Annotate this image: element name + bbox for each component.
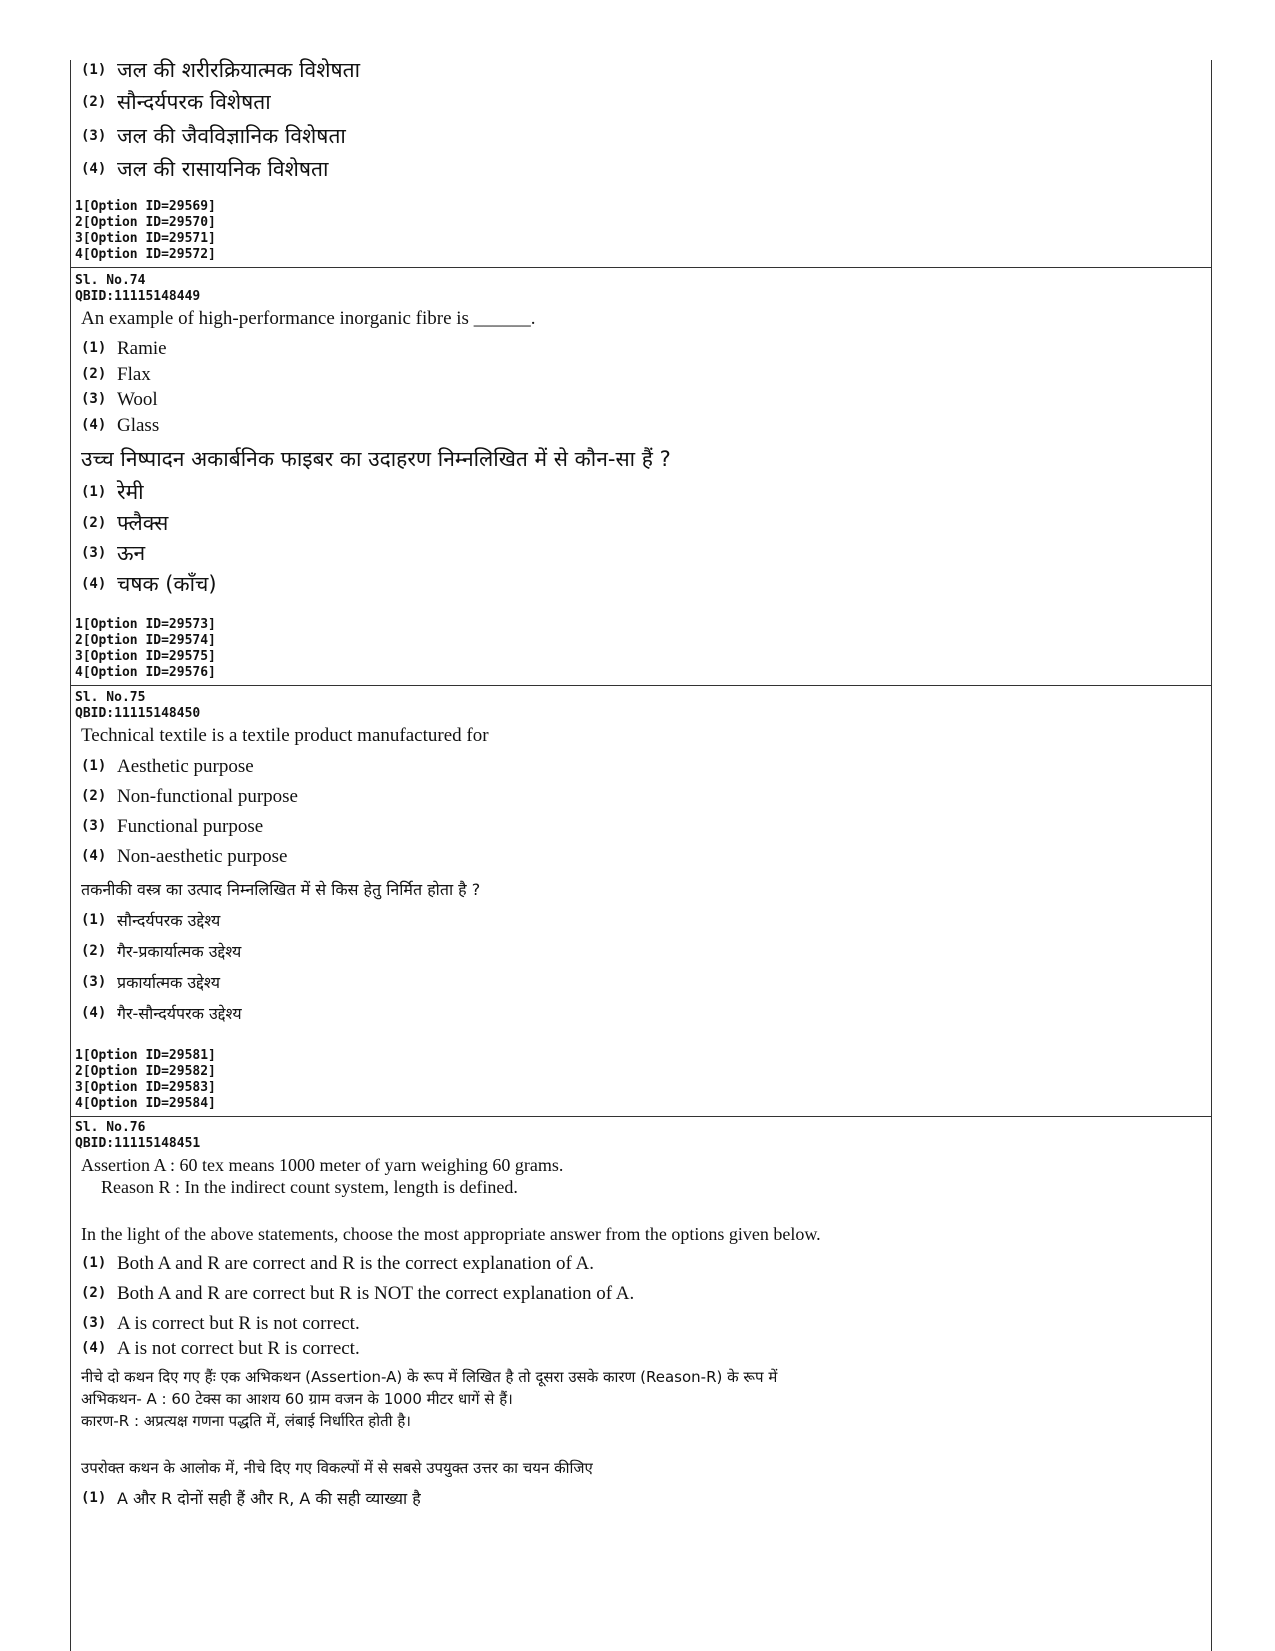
question-text-hi: तकनीकी वस्त्र का उत्पाद निम्नलिखित में से किस हेतु निर्मित होता है ? xyxy=(81,880,481,899)
option-text: जल की जैवविज्ञानिक विशेषता xyxy=(117,124,346,148)
option-text: गैर-प्रकार्यात्मक उद्देश्य xyxy=(117,942,242,961)
option-text: सौन्दर्यपरक उद्देश्य xyxy=(117,911,221,930)
question-divider xyxy=(71,1116,1211,1117)
option-number: (4) xyxy=(81,1005,107,1021)
option-text: Aesthetic purpose xyxy=(117,756,254,777)
option-text: गैर-सौन्दर्यपरक उद्देश्य xyxy=(117,1004,242,1023)
option-id: 2[Option ID=29570] xyxy=(75,215,216,230)
option-row xyxy=(71,60,1211,90)
question-page xyxy=(70,60,1212,1651)
option-text: Wool xyxy=(117,389,158,410)
option-number: (2) xyxy=(81,943,107,959)
option-text: Both A and R are correct and R is the correct explanation of A. xyxy=(117,1253,594,1274)
serial-number: Sl. No.76 xyxy=(75,1120,146,1135)
option-id: 4[Option ID=29584] xyxy=(75,1096,216,1111)
option-number: (1) xyxy=(81,1490,107,1506)
instruction-en: In the light of the above statements, choose the most appropriate answer from the options given below. xyxy=(81,1224,821,1244)
option-number: (3) xyxy=(81,128,107,144)
option-id: 2[Option ID=29574] xyxy=(75,633,216,648)
qbid: QBID:11115148451 xyxy=(75,1136,201,1151)
option-number: (3) xyxy=(81,391,107,407)
option-text: Flax xyxy=(117,364,151,385)
option-number: (4) xyxy=(81,576,107,592)
option-number: (2) xyxy=(81,366,107,382)
option-number: (4) xyxy=(81,848,107,864)
option-text: जल की शरीरक्रियात्मक विशेषता xyxy=(117,58,361,82)
option-text: चषक (काँच) xyxy=(117,572,217,596)
option-id: 1[Option ID=29581] xyxy=(75,1048,216,1063)
option-id: 3[Option ID=29583] xyxy=(75,1080,216,1095)
reason-hi: कारण-R : अप्रत्यक्ष गणना पद्धति में, लंबाई निर्धारित होती है। xyxy=(81,1412,411,1430)
option-id: 2[Option ID=29582] xyxy=(75,1064,216,1079)
option-number: (3) xyxy=(81,1315,107,1331)
assertion-hi: अभिकथन- A : 60 टेक्स का आशय 60 ग्राम वजन के 1000 मीटर धागें से हैं। xyxy=(81,1390,513,1408)
option-text: सौन्दर्यपरक विशेषता xyxy=(117,90,271,114)
option-id: 3[Option ID=29575] xyxy=(75,649,216,664)
reason-en: Reason R : In the indirect count system, length is defined. xyxy=(101,1177,518,1197)
option-number: (1) xyxy=(81,1255,107,1271)
option-id: 4[Option ID=29576] xyxy=(75,665,216,680)
option-row xyxy=(71,92,1211,122)
qbid: QBID:11115148449 xyxy=(75,289,201,304)
option-number: (2) xyxy=(81,1285,107,1301)
option-number: (1) xyxy=(81,340,107,356)
question-text-en: An example of high-performance inorganic fibre is ______. xyxy=(81,308,536,329)
option-number: (1) xyxy=(81,912,107,928)
option-number: (2) xyxy=(81,788,107,804)
question-text-en: Technical textile is a textile product manufactured for xyxy=(81,725,489,746)
option-id: 1[Option ID=29573] xyxy=(75,617,216,632)
option-number: (2) xyxy=(81,94,107,110)
option-text: Glass xyxy=(117,415,160,436)
intro-hi: नीचे दो कथन दिए गए हैंः एक अभिकथन (Assertion-A) के रूप में लिखित है तो दूसरा उसके कारण (Reason-R) के रूप में xyxy=(81,1368,778,1386)
serial-number: Sl. No.75 xyxy=(75,690,146,705)
instruction-hi: उपरोक्त कथन के आलोक में, नीचे दिए गए विकल्पों में से सबसे उपयुक्त उत्तर का चयन कीजिए xyxy=(81,1459,593,1477)
option-text: रेमी xyxy=(117,480,144,504)
option-number: (4) xyxy=(81,1340,107,1356)
option-number: (3) xyxy=(81,545,107,561)
option-text: Ramie xyxy=(117,338,167,359)
assertion-en: Assertion A : 60 tex means 1000 meter of yarn weighing 60 grams. xyxy=(81,1155,564,1175)
option-text: A is not correct but R is correct. xyxy=(117,1338,360,1359)
option-row xyxy=(71,126,1211,156)
option-text: A is correct but R is not correct. xyxy=(117,1313,360,1334)
option-number: (1) xyxy=(81,62,107,78)
option-number: (2) xyxy=(81,515,107,531)
option-number: (1) xyxy=(81,484,107,500)
option-number: (3) xyxy=(81,974,107,990)
option-number: (3) xyxy=(81,818,107,834)
question-text-hi: उच्च निष्पादन अकार्बनिक फाइबर का उदाहरण निम्नलिखित में से कौन-सा हैं ? xyxy=(81,447,671,471)
option-id: 3[Option ID=29571] xyxy=(75,231,216,246)
question-divider xyxy=(71,267,1211,268)
option-row xyxy=(71,159,1211,189)
option-text: जल की रासायनिक विशेषता xyxy=(117,157,329,181)
option-text: ऊन xyxy=(117,541,146,565)
option-number: (4) xyxy=(81,417,107,433)
serial-number: Sl. No.74 xyxy=(75,273,146,288)
option-id: 1[Option ID=29569] xyxy=(75,199,216,214)
option-number: (4) xyxy=(81,161,107,177)
question-divider xyxy=(71,685,1211,686)
option-number: (1) xyxy=(81,758,107,774)
option-text: Non-aesthetic purpose xyxy=(117,846,288,867)
option-text: Both A and R are correct but R is NOT the correct explanation of A. xyxy=(117,1283,635,1304)
option-text: Non-functional purpose xyxy=(117,786,298,807)
option-text: प्रकार्यात्मक उद्देश्य xyxy=(117,973,220,992)
option-text: फ्लैक्स xyxy=(117,511,169,535)
option-id: 4[Option ID=29572] xyxy=(75,247,216,262)
option-text: A और R दोनों सही हैं और R, A की सही व्याख्या है xyxy=(117,1489,421,1508)
option-text: Functional purpose xyxy=(117,816,264,837)
qbid: QBID:11115148450 xyxy=(75,706,201,721)
